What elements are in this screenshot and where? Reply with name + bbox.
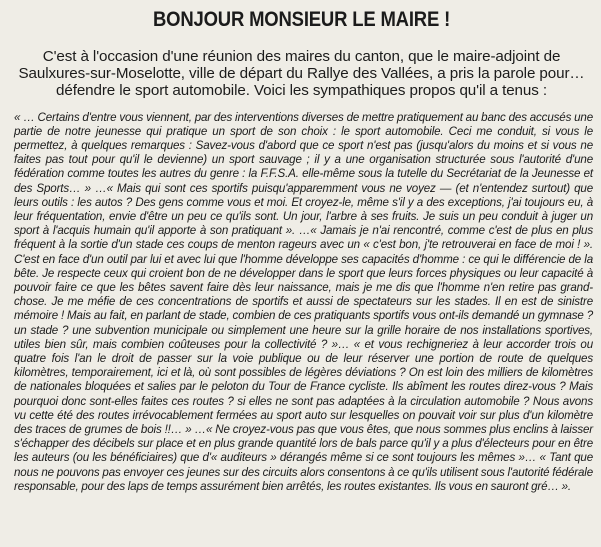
- article-title: BONJOUR MONSIEUR LE MAIRE !: [152, 8, 451, 31]
- article-intro: C'est à l'occasion d'une réunion des maires du canton, que le maire-adjoint de Saulxures-sur-Moselotte, ville de départ du Rallye des Vallées, a pris la parole pour… défendre le sport automobile. Voici les sympathiques propos qu'il a tenus :: [18, 48, 585, 100]
- article-quote: « … Certains d'entre vous viennent, par des interventions diverses de mettre pratiquement au banc des accusés une partie de notre jeunesse qui pratique un sport de son choix : le sport automobile. Ceci me conduit, si vous le permettez, à quelques remarques : Savez-vous d'abord que ce sport n'est pas (jusqu'alors du moins et si vous ne faites pas tout pour qu'il le devienne) un sport sauvage ; il y a une organisation structurée sous l'autorité d'une fédération comme toutes les autres du genre : la F.F.S.A. elle-même sous la tutelle du Secrétariat de la Jeunesse et des Sports… » …« Mais qui sont ces sportifs puisqu'apparemment vous ne voyez — (et n'entendez surtout) que leurs outils : les autos ? Des gens comme vous et moi. Et croyez-le, même s'il y a des exceptions, j'ai toujours eu, à leur fréquentation, envie d'être un peu ce qu'ils sont. Un jour, l'arbre à ses fruits. Je suis un peu conduit à juger un sport à l'acquis humain qu'il apporte à son pratiquant ». …« Jamais je n'ai rencontré, comme c'est de plus en plus fréquent à la sortie d'un stade ces coups de menton rageurs avec un « c'est bon, j'te retrouverai en face de moi ! ». C'est en face d'un outil par lui et avec lui que l'homme développe ses capacités d'homme : ce qui le différencie de la bête. Je respecte ceux qui croient bon de ne développer dans le sport que leurs forces physiques ou leur capacité à pouvoir faire ce que les bêtes savent faire dès leur naissance, mais je me dis que l'homme n'en retire pas grand-chose. Je me méfie de ces concentrations de sportifs et aussi de spectateurs sur les stades. Il en est de sinistre mémoire ! Mais au fait, en parlant de stade, combien de ces pratiquants sportifs vous ont-ils demandé un gymnase ? un stade ? une subvention municipale ou simplement une heure sur la grille horaire de nos installations sportives, utiles bien sûr, mais combien coûteuses pour la collectivité ? »… « et vous rechigneriez à leur accorder trois ou quatre fois l'an le droit de passer sur la voie publique ou de leur réserver une portion de route de quelques kilomètres, temporairement, ici et là, où sont possibles de légères déviations ? On est loin des milliers de kilomètres de nationales bloquées et salies par le peloton du Tour de France cycliste. Ils abîment les routes direz-vous ? Mais pourquoi donc sont-elles faites ces routes ? si elles ne sont pas adaptées à la circulation automobile ? Nous avons vu cette été des routes irrévocablement fermées au sport auto sur lesquelles on pouvait voir sur plus d'un kilomètre des traces de grumes de bois !!… » …« Ne croyez-vous pas que vous êtes, que nous sommes plus enclins à laisser s'échapper des décibels sur place et en plus grande quantité lors de bals parce qu'il y a plus d'électeurs pour en être les auteurs (ou les bénéficiaires) que d'« auditeurs » dérangés même si ce sont toujours les mêmes »… « Tant que nous ne pouvons pas envoyer ces jeunes sur des circuits alors consentons à ce qu'ils utilisent sous l'autorité fédérale responsable, pour des laps de temps assurément bien arrêtés, les routes existantes. Ils vous en sauront gré… ».: [14, 110, 593, 493]
